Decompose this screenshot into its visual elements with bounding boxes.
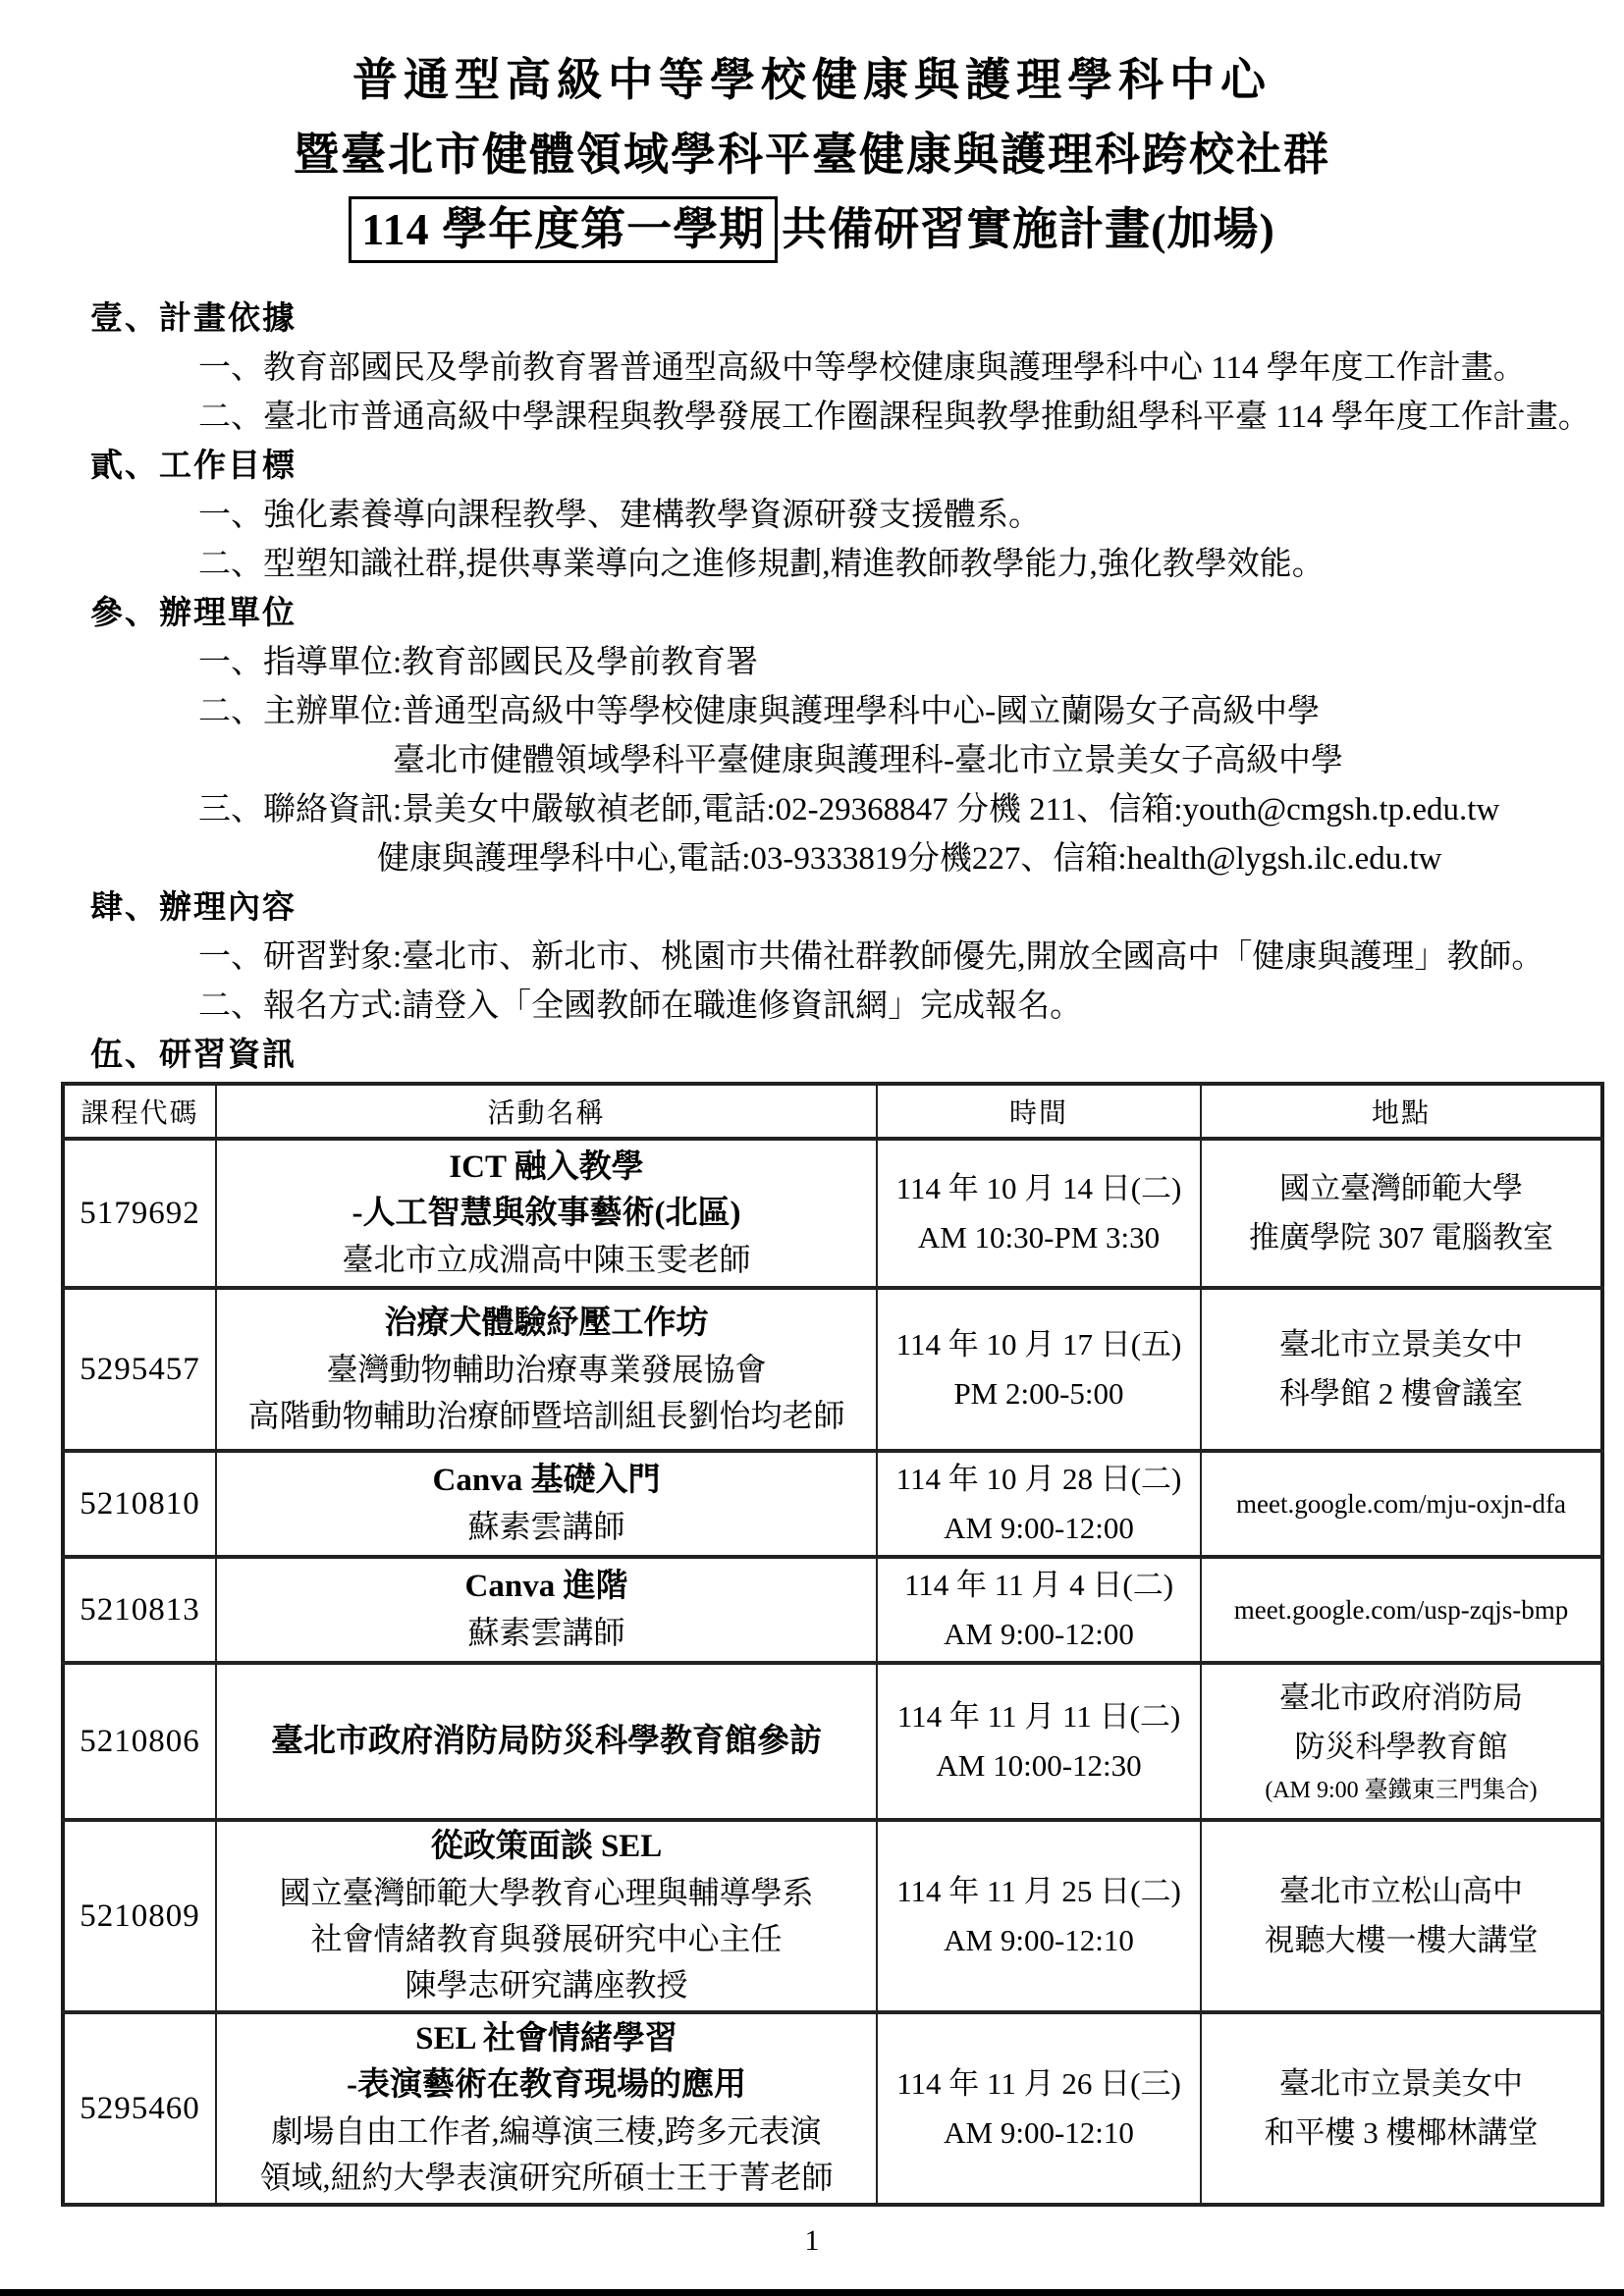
location-line: 和平樓 3 樓椰林講堂 (1264, 2115, 1539, 2150)
course-code: 5210806 (63, 1663, 216, 1820)
session-date: 114 年 10 月 14 日(二) (895, 1171, 1182, 1205)
section-item: 一、教育部國民及學前教育署普通型高級中等學校健康與護理學科中心 114 學年度工作計畫。 (198, 349, 1526, 386)
session-hours: AM 9:00-12:00 (944, 1511, 1134, 1545)
session-hours: AM 10:30-PM 3:30 (917, 1220, 1161, 1255)
activity-speaker: 蘇素雲講師 (467, 1615, 625, 1650)
table-header-row (63, 1084, 1602, 1139)
location-line: 推廣學院 307 電腦教室 (1249, 1220, 1553, 1255)
activity-organization: 社會情緒教育與發展研究中心主任 (310, 1921, 783, 1956)
section-item: 三、聯絡資訊:景美女中嚴敏禎老師,電話:02-29368847 分機 211、信箱:youth@cmgsh.tp.edu.tw (198, 791, 1500, 828)
time-cell (877, 2012, 1201, 2205)
activity-title: Canva 基礎入門 (432, 1463, 661, 1498)
session-hours: PM 2:00-5:00 (953, 1376, 1124, 1411)
section-item: 二、報名方式:請登入「全國教師在職進修資訊網」完成報名。 (198, 988, 1083, 1024)
activity-cell (216, 1139, 877, 1288)
section-item: 一、強化素養導向課程教學、建構教學資源研發支援體系。 (198, 497, 1041, 533)
course-code: 5295460 (63, 2012, 216, 2205)
section-heading: 貳、工作目標 (90, 448, 297, 484)
session-date: 114 年 11 月 26 日(三) (896, 2066, 1181, 2101)
location-cell (1201, 1139, 1602, 1288)
time-cell (877, 1139, 1201, 1288)
column-header-time: 時間 (877, 1084, 1201, 1139)
session-date: 114 年 10 月 28 日(二) (895, 1462, 1182, 1496)
meeting-link: meet.google.com/mju-oxjn-dfa (1236, 1489, 1566, 1519)
activity-title: 從政策面談 SEL (430, 1829, 663, 1864)
section-heading: 參、辦理單位 (90, 595, 297, 631)
location-line: 臺北市政府消防局 (1279, 1681, 1523, 1715)
title-line-2: 暨臺北市健體領域學科平臺健康與護理科跨校社群 (294, 130, 1330, 180)
activity-cell (216, 1451, 877, 1557)
session-date: 114 年 11 月 4 日(二) (903, 1568, 1174, 1602)
location-line: 國立臺灣師範大學 (1279, 1171, 1523, 1205)
section-work-goals (90, 438, 1595, 585)
course-row (63, 1451, 1602, 1557)
location-cell (1201, 1820, 1602, 2012)
section-plan-basis (90, 291, 1595, 438)
section-organizers (90, 585, 1595, 880)
activity-title: Canva 進階 (464, 1569, 628, 1604)
time-cell (877, 1557, 1201, 1663)
location-cell (1201, 1557, 1602, 1663)
activity-title: 臺北市政府消防局防災科學教育館參訪 (271, 1723, 822, 1759)
course-row (63, 1557, 1602, 1663)
location-note: (AM 9:00 臺鐵東三門集合) (1265, 1778, 1538, 1803)
course-code: 5295457 (63, 1288, 216, 1451)
session-date: 114 年 11 月 11 日(二) (896, 1699, 1181, 1734)
course-code: 5179692 (63, 1139, 216, 1288)
location-cell (1201, 1663, 1602, 1820)
location-line: 臺北市立景美女中 (1279, 2066, 1523, 2101)
location-cell (1201, 2012, 1602, 2205)
column-header-location: 地點 (1201, 1084, 1602, 1139)
location-line: 視聽大樓一樓大講堂 (1264, 1923, 1539, 1957)
location-cell (1201, 1288, 1602, 1451)
course-code: 5210810 (63, 1451, 216, 1557)
location-line: 臺北市立松山高中 (1279, 1874, 1523, 1908)
activity-subtitle: -人工智慧與敘事藝術(北區) (352, 1195, 741, 1231)
activity-cell (216, 1820, 877, 2012)
course-code: 5210813 (63, 1557, 216, 1663)
section-item-continuation: 臺北市健體領域學科平臺健康與護理科-臺北市立景美女子高級中學 (393, 742, 1343, 778)
course-row (63, 1820, 1602, 2012)
section-item: 二、臺北市普通高級中學課程與教學發展工作圈課程與教學推動組學科平臺 114 學年度工作計畫。 (198, 399, 1591, 435)
activity-title: 治療犬體驗紓壓工作坊 (384, 1305, 709, 1341)
session-hours: AM 10:00-12:30 (936, 1748, 1142, 1783)
column-header-activity-name: 活動名稱 (216, 1084, 877, 1139)
session-hours: AM 9:00-12:10 (944, 2115, 1134, 2150)
activity-organization: 國立臺灣師範大學教育心理與輔導學系 (279, 1875, 814, 1910)
course-row (63, 2012, 1602, 2205)
location-line: 防災科學教育館 (1294, 1730, 1508, 1764)
activity-speaker: 劇場自由工作者,編導演三棲,跨多元表演 (271, 2113, 822, 2149)
title-boxed-term: 114 學年度第一學期 (349, 196, 778, 263)
scan-edge-bar (0, 2289, 1624, 2296)
session-date: 114 年 10 月 17 日(五) (895, 1327, 1182, 1362)
activity-speaker: 領域,紐約大學表演研究所碩士王于菁老師 (259, 2160, 834, 2195)
activity-speaker: 臺北市立成淵高中陳玉雯老師 (342, 1241, 751, 1277)
meeting-link: meet.google.com/usp-zqjs-bmp (1233, 1595, 1569, 1625)
section-item: 二、主辦單位:普通型高級中等學校健康與護理學科中心-國立蘭陽女子高級中學 (198, 693, 1321, 729)
session-date: 114 年 11 月 25 日(二) (896, 1874, 1181, 1908)
location-line: 臺北市立景美女中 (1279, 1327, 1523, 1362)
activity-organization: 臺灣動物輔助治療專業發展協會 (326, 1351, 767, 1387)
time-cell (877, 1820, 1201, 2012)
section-item: 一、指導單位:教育部國民及學前教育署 (198, 644, 759, 680)
activity-cell (216, 1663, 877, 1820)
title-line-3-rest: 共備研習實施計畫(加場) (782, 204, 1275, 254)
activity-speaker: 蘇素雲講師 (467, 1509, 625, 1544)
session-hours: AM 9:00-12:10 (944, 1923, 1134, 1957)
section-item: 二、型塑知識社群,提供專業導向之進修規劃,精進教師教學能力,強化教學效能。 (198, 546, 1325, 582)
location-line: 科學館 2 樓會議室 (1279, 1376, 1523, 1411)
section-heading: 壹、計畫依據 (90, 300, 297, 337)
course-code: 5210809 (63, 1820, 216, 2012)
activity-speaker: 陳學志研究講座教授 (405, 1967, 688, 2002)
document-title (0, 0, 1624, 267)
schedule-table (61, 1082, 1604, 2207)
activity-cell (216, 2012, 877, 2205)
activity-title: ICT 融入教學 (449, 1148, 644, 1185)
activity-subtitle: -表演藝術在教育現場的應用 (347, 2067, 746, 2103)
course-row (63, 1663, 1602, 1820)
section-content (90, 880, 1595, 1027)
session-hours: AM 9:00-12:00 (944, 1617, 1134, 1651)
page-number: 1 (804, 2224, 820, 2257)
time-cell (877, 1288, 1201, 1451)
activity-speaker: 高階動物輔助治療師暨培訓組長劉怡均老師 (247, 1397, 845, 1433)
title-line-1: 普通型高級中等學校健康與護理學科中心 (352, 55, 1272, 105)
activity-title: SEL 社會情緒學習 (415, 2021, 677, 2056)
section-item: 一、研習對象:臺北市、新北市、桃園市共備社群教師優先,開放全國高中「健康與護理」教師。 (198, 938, 1544, 975)
location-cell (1201, 1451, 1602, 1557)
activity-cell (216, 1557, 877, 1663)
section-heading: 伍、研習資訊 (90, 1037, 297, 1073)
section-workshop-info (90, 1027, 1595, 1076)
time-cell (877, 1663, 1201, 1820)
column-header-course-code: 課程代碼 (63, 1084, 216, 1139)
document-body (0, 291, 1624, 1076)
course-row (63, 1139, 1602, 1288)
section-heading: 肆、辦理內容 (90, 889, 297, 926)
time-cell (877, 1451, 1201, 1557)
course-row (63, 1288, 1602, 1451)
activity-cell (216, 1288, 877, 1451)
section-item-continuation: 健康與護理學科中心,電話:03-9333819分機227、信箱:health@lygsh.ilc.edu.tw (377, 840, 1442, 877)
title-line-3 (0, 192, 1624, 267)
document-footer (0, 2224, 1624, 2258)
